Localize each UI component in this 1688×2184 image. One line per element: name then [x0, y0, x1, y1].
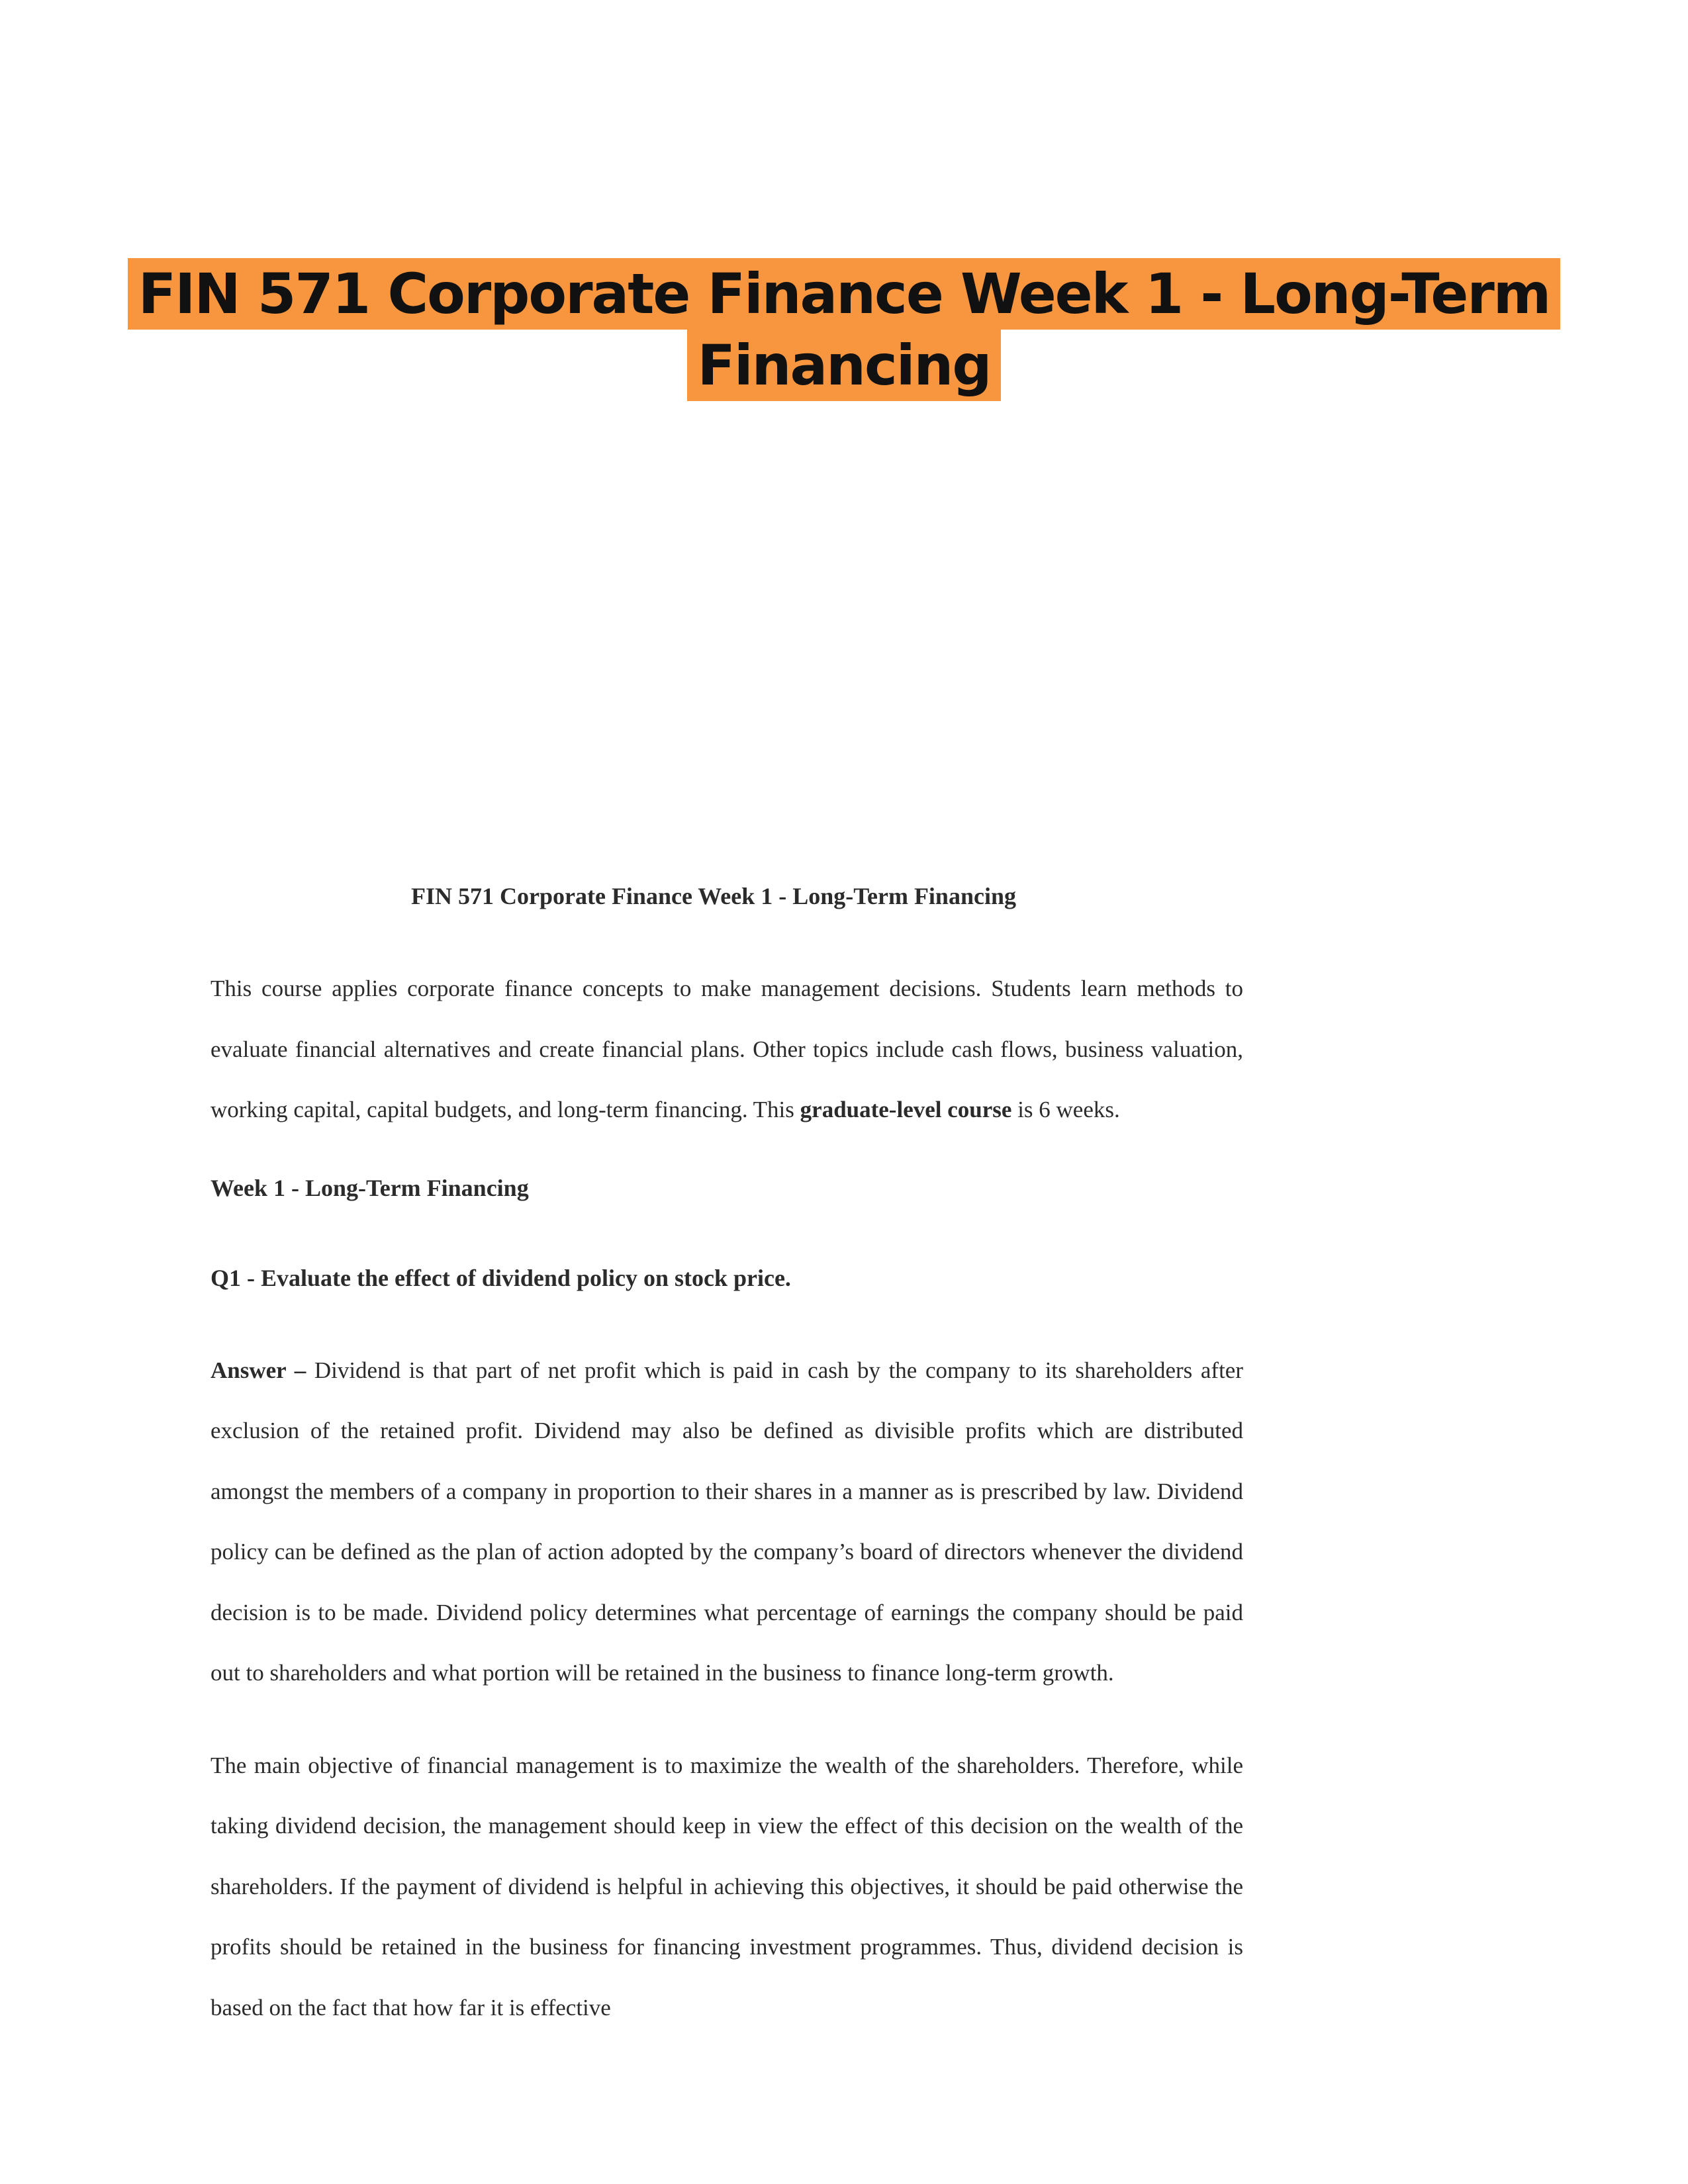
answer-paragraph: [211, 1340, 1243, 1704]
intro-paragraph: [211, 958, 1243, 1140]
document-page: [211, 880, 1243, 2038]
answer-label: Answer –: [211, 1357, 306, 1383]
intro-bold-text: graduate-level course: [800, 1097, 1012, 1122]
banner-title-line-1: FIN 571 Corporate Finance Week 1 - Long-Term: [128, 258, 1561, 330]
intro-text: This course applies corporate finance concepts to make management decisions. Students learn methods to evaluate financial alternatives and create financial plans. Other topics include cash flows, business valuation, working capital, capital budgets, and long-term financing. This: [211, 976, 1243, 1122]
intro-end-text: is 6 weeks.: [1011, 1097, 1120, 1122]
answer-text: Dividend is that part of net profit which is paid in cash by the company to its shareholders after exclusion of the retained profit. Dividend may also be defined as divisible profits which are distributed amongst the members of a company in proportion to their shares in a manner as is prescribed by law. Dividend policy can be defined as the plan of action adopted by the company’s board of directors whenever the dividend decision is to be made. Dividend policy determines what percentage of earnings the company should be paid out to shareholders and what portion will be retained in the business to finance long-term growth.: [211, 1357, 1243, 1686]
document-title: FIN 571 Corporate Finance Week 1 - Long-Term Financing: [411, 883, 1016, 909]
question-heading: Q1 - Evaluate the effect of dividend policy on stock price.: [211, 1264, 791, 1291]
banner-title-line-2: Financing: [687, 330, 1002, 401]
week-heading: Week 1 - Long-Term Financing: [211, 1174, 529, 1201]
body-paragraph-2: The main objective of financial management is to maximize the wealth of the shareholders. Therefore, while taking dividend decision, the management should keep in view the effect of this decision on the wealth of the shareholders. If the payment of dividend is helpful in achieving this objectives, it should be paid otherwise the profits should be retained in the business for financing investment programmes. Thus, dividend decision is based on the fact that how far it is effective: [211, 1752, 1243, 2021]
banner-title: [0, 258, 1688, 401]
